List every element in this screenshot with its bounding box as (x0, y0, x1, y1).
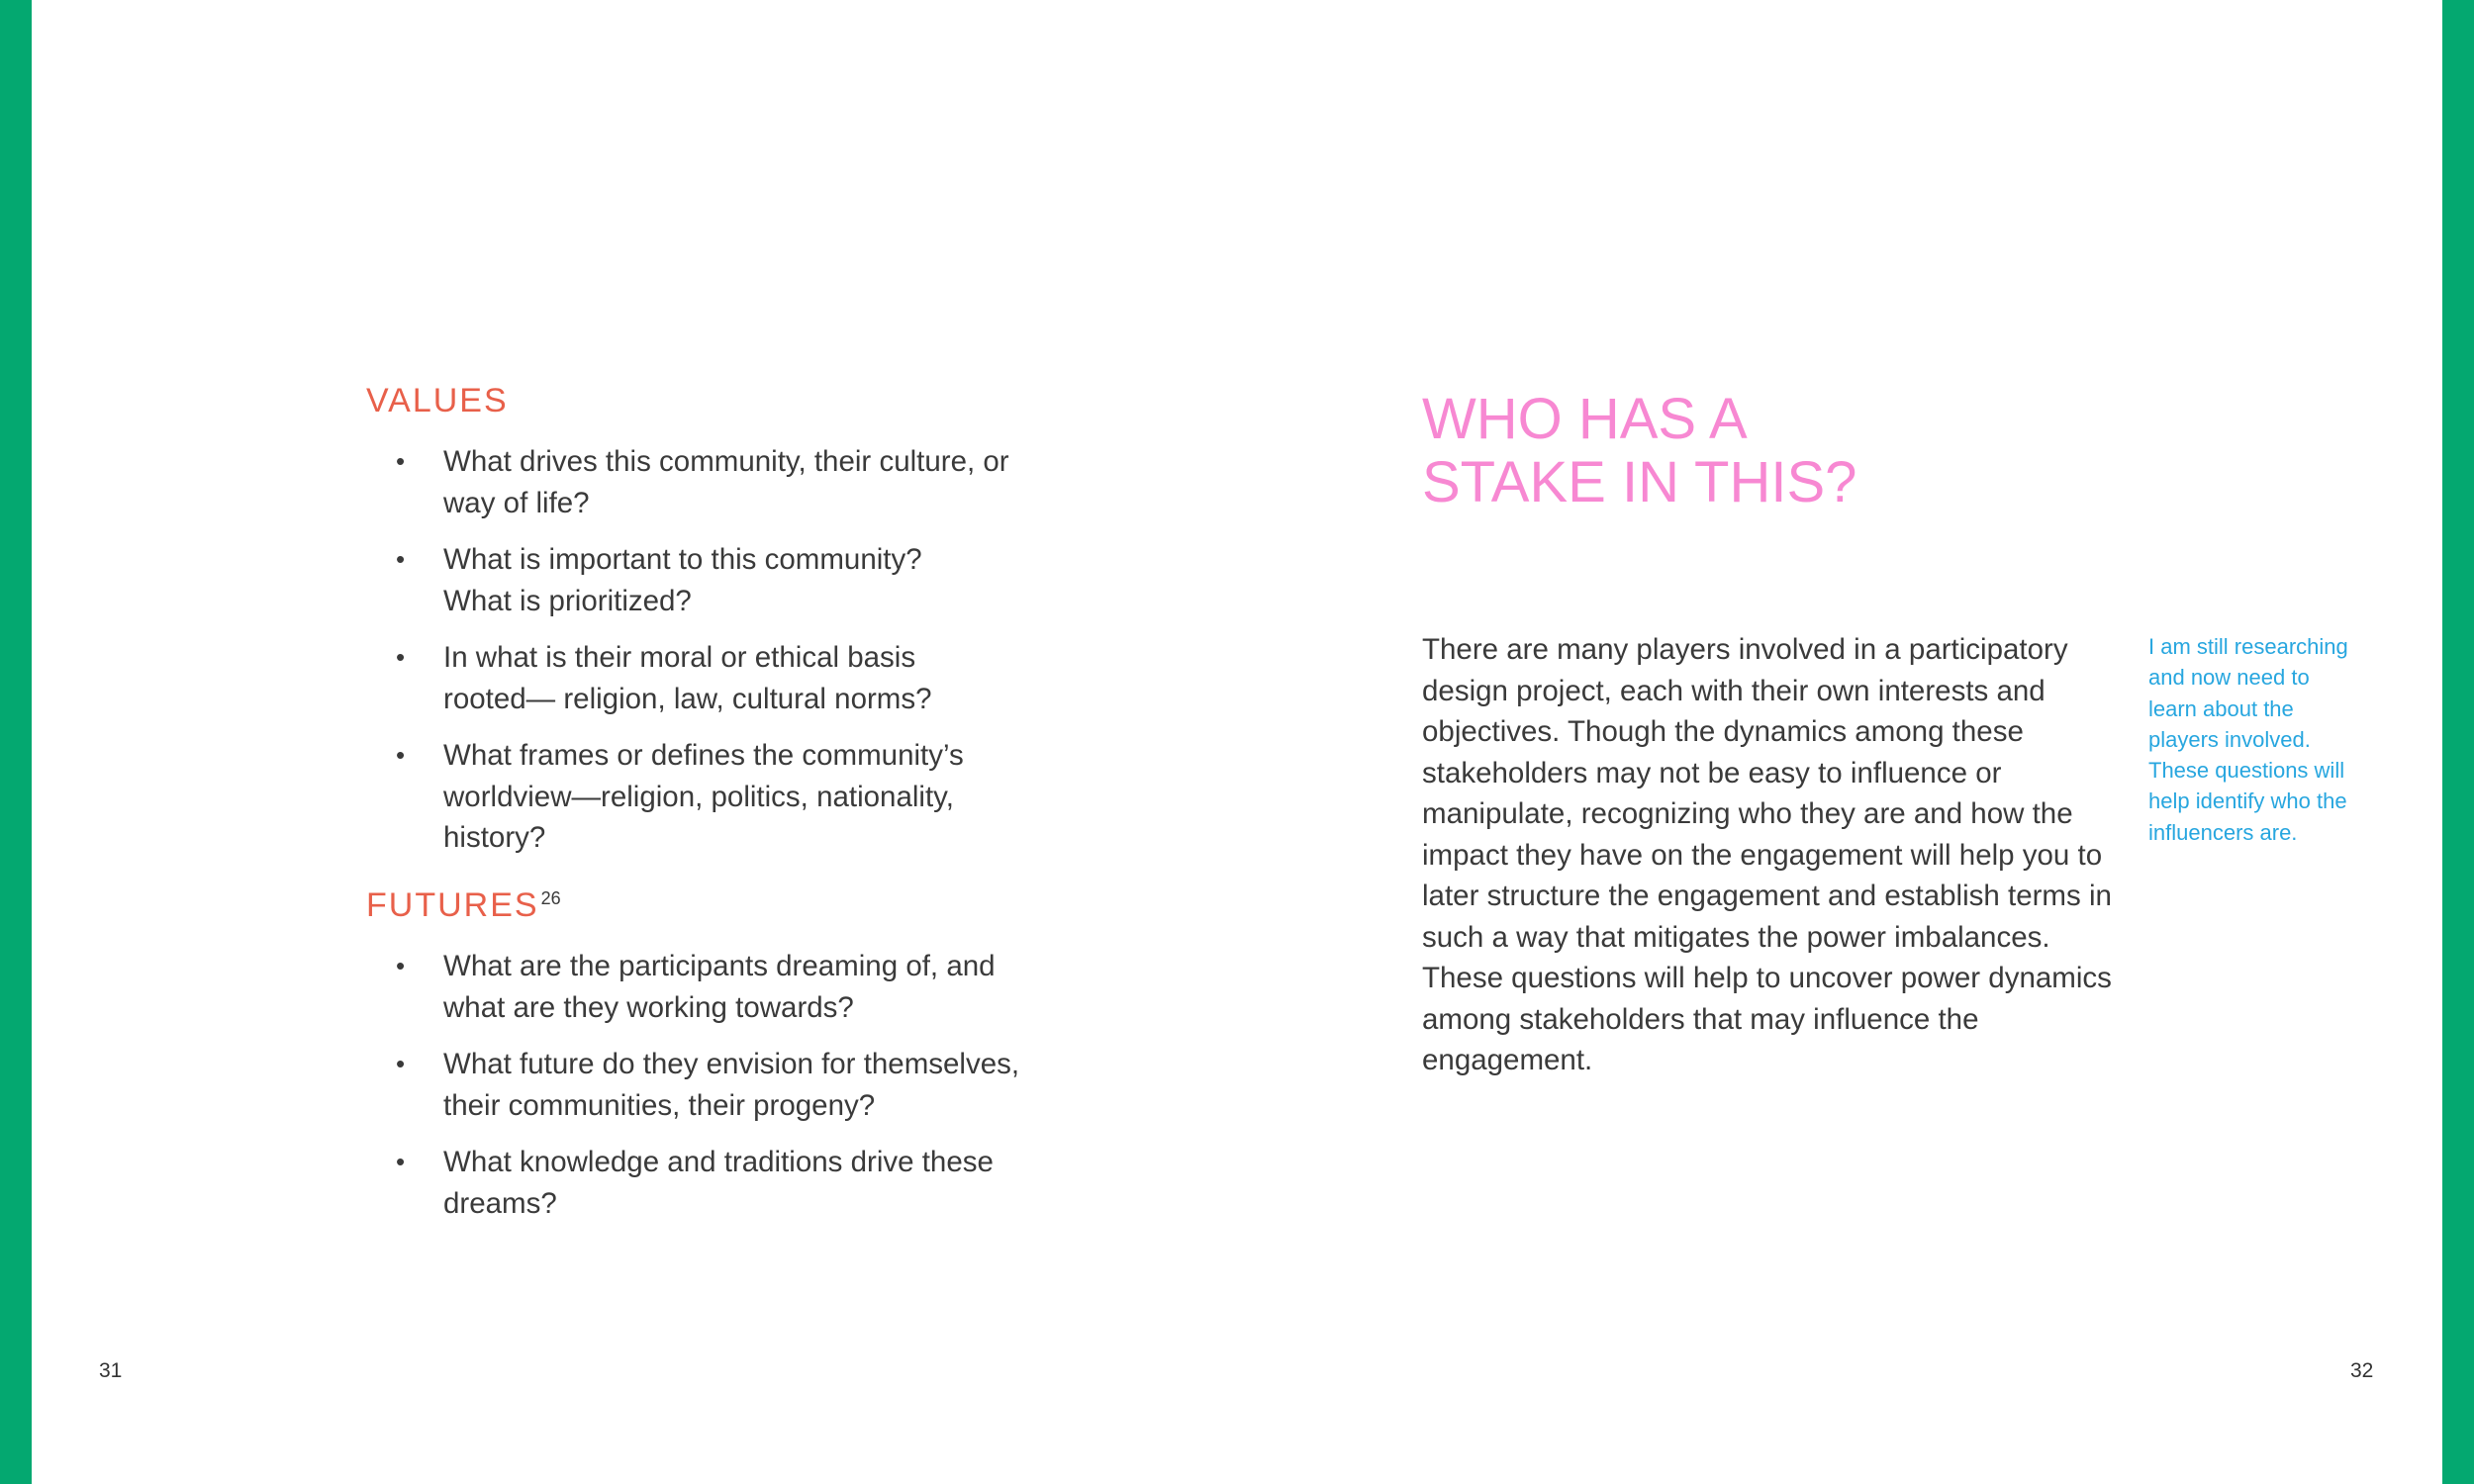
list-item-line: In what is their moral or ethical basis (443, 641, 916, 674)
page-title (1422, 388, 1856, 514)
page-title-line: STAKE IN THIS? (1422, 450, 1857, 514)
page-number-right: 32 (2350, 1359, 2374, 1382)
list-item-line: history? (443, 821, 546, 854)
list-item-line: What is prioritized? (443, 584, 692, 617)
left-green-edge (0, 0, 32, 1484)
list-item-line: what are they working towards? (443, 990, 854, 1024)
list-item-line: way of life? (443, 486, 590, 519)
futures-heading-text: FUTURES (366, 886, 539, 924)
list-item-line: What are the participants dreaming of, and (443, 950, 996, 982)
list-item-line: What drives this community, their culture, or (443, 445, 1009, 478)
list-item-line: What frames or defines the community’s (443, 739, 964, 772)
list-item-line: their communities, their progeny? (443, 1088, 876, 1122)
futures-heading (366, 886, 561, 925)
right-green-edge (2442, 0, 2474, 1484)
values-heading: VALUES (366, 382, 509, 419)
bullet: • (396, 1147, 406, 1176)
footnote-marker: 26 (540, 888, 561, 908)
bullet: • (396, 951, 406, 980)
page-title-line: WHO HAS A (1422, 387, 1748, 451)
list-item-line: rooted— religion, law, cultural norms? (443, 682, 932, 715)
list-item (366, 1142, 1079, 1224)
bullet: • (396, 446, 406, 476)
list-item-line: worldview—religion, politics, nationality, (443, 780, 954, 813)
list-item (366, 441, 1079, 523)
list-item (366, 637, 1079, 719)
list-item-line: What is important to this community? (443, 543, 922, 576)
body-paragraph: There are many players involved in a participatory design project, each with their own interests and objectives. Though the dynamics among these stakeholders may not be easy to influence or manipulate, recognizing who they are and how the impact they have on the engagement will help you to later structure the engagement and establish terms in such a way that mitigates the power imbalances. These questions will help to uncover power dynamics among stakeholders that may influence the engagement. (1422, 633, 2112, 1076)
list-item (366, 946, 1079, 1028)
bullet: • (396, 544, 406, 574)
list-item (366, 735, 1079, 859)
bullet: • (396, 1049, 406, 1078)
values-list (366, 441, 1079, 875)
list-item-line: dreams? (443, 1186, 557, 1220)
list-item (366, 539, 1079, 621)
bullet: • (396, 740, 406, 770)
list-item-line: What knowledge and traditions drive these (443, 1146, 994, 1178)
margin-note: I am still researching and now need to learn about the players involved. These questions will help identify who the influencers are. (2148, 634, 2348, 845)
page-number-left: 31 (99, 1359, 123, 1382)
bullet: • (396, 642, 406, 672)
list-item-line: What future do they envision for themselves, (443, 1048, 1020, 1080)
futures-list (366, 946, 1079, 1240)
list-item (366, 1044, 1079, 1126)
